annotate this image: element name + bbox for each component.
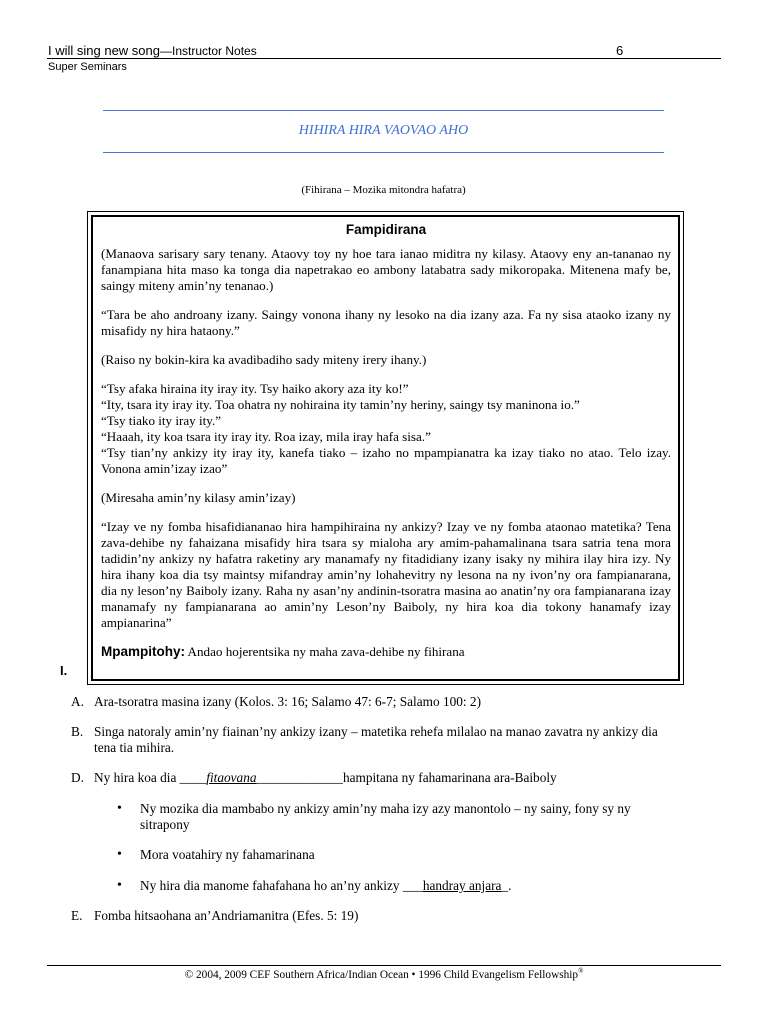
intro-paragraph: “Tara be aho androany izany. Saingy vonona ihany ny lesoko na dia izany aza. Fa ny sisa ataoko izany ny misafidy ny hira hataony.” (101, 307, 671, 338)
section-numeral: I. (60, 663, 68, 678)
quote-line: “Haaah, ity koa tsara ity iray ity. Roa izay, mila iray hafa sisa.” (101, 429, 431, 444)
intro-quotes (101, 381, 671, 477)
quote-line: “Tsy tian’ny ankizy ity iray ity, kanefa tiako – izaho no mpampianatra ka izay tiako no atao. Telo izay. Vonona amin’izay izao” (101, 445, 671, 476)
fill-in-answer: handray anjara (422, 878, 502, 893)
quote-line: “Tsy afaka hiraina ity iray ity. Tsy haiko akory aza ity ko!” (101, 381, 409, 396)
intro-paragraph: (Raiso ny bokin-kira ka avadibadiho sady miteny irery ihany.) (101, 352, 427, 367)
list-item: • Ny mozika dia mambabo ny ankizy amin’ny maha izy azy manontolo – ny sainy, fony sy ny sitrapony (117, 801, 631, 832)
lesson-subtitle: (Fihirana – Mozika mitondra hafatra) (301, 184, 466, 196)
intro-paragraph: “Izay ve ny fomba hisafidiananao hira hampihiraina ny ankizy? Izay ve ny fomba ataonao matetika? Tena zava-dehibe ny fahaizana misafidy hira tsara sy mialoha ary amim-pahamalinana tsara satria tena mora tadidin’ny ankizy ny hafatra raketiny ary manamafy ny fitadidiany izany isaky ny mihira ilay hira izy. Ny hira ihany koa dia tsy maintsy mifandray amin’ny lohahevitry ny lesona na ny ivon’ny ora fampianarana, dia ny leson’ny Baiboly izany. Raha ny asan’ny andinin-tsoratra masina ao anatin’ny ora fampianarana izay manamafy ny fampianarana ao amin’ny Leson’ny Baiboly, ny hira koa dia tokony hanamafy izay ampianarina” (101, 519, 671, 630)
fill-in-answer: fitaovana (206, 770, 257, 785)
title-rule-top (103, 110, 664, 111)
purpose-label: Mpampitohy: (101, 644, 185, 659)
intro-box-title: Fampidirana (345, 222, 427, 237)
footer-copyright: © 2004, 2009 CEF Southern Africa/Indian Ocean • 1996 Child Evangelism Fellowship® (184, 967, 584, 981)
intro-paragraph: (Miresaha amin’ny kilasy amin’izay) (101, 490, 296, 505)
title-rule-bottom (103, 152, 664, 153)
bullet-icon: • (117, 847, 122, 862)
page-number: 6 (616, 43, 624, 58)
quote-line: “Ity, tsara ity iray ity. Toa ohatra ny nohiraina ity tamin’ny heriny, saingy tsy maninona io.” (101, 397, 580, 412)
header-subtitle: Super Seminars (48, 61, 127, 73)
footer-rule (47, 965, 721, 966)
header-rule (47, 58, 721, 59)
outline-item-b: B. Singa natoraly amin’ny fiainan’ny ankizy izany – matetika rehefa milalao na manao zavatra ny ankizy dia tena tia mihira. (71, 724, 658, 755)
purpose-line (101, 644, 671, 660)
header-title: I will sing new song—Instructor Notes (48, 43, 257, 58)
song-title: HIHIRA HIRA VAOVAO AHO (298, 123, 469, 138)
intro-paragraph: (Manaova sarisary sary tenany. Ataovy toy ny hoe tara ianao miditra ny kilasy. Ataovy eny an-tananao ny fanampiana hita maso ka tonga dia napetrakao eo ambony latabatra sady mikoropaka. Mitenena mafy be, saingy miteny amin’ny tenanao.) (101, 246, 671, 293)
bullet-icon: • (117, 878, 122, 893)
bullet-icon: • (117, 801, 122, 816)
intro-box (87, 211, 684, 685)
quote-line: “Tsy tiako ity iray ity.” (101, 413, 222, 428)
purpose-text: Andao hojerentsika ny maha zava-dehibe ny fihirana (185, 644, 465, 659)
intro-box-inner (91, 215, 680, 681)
